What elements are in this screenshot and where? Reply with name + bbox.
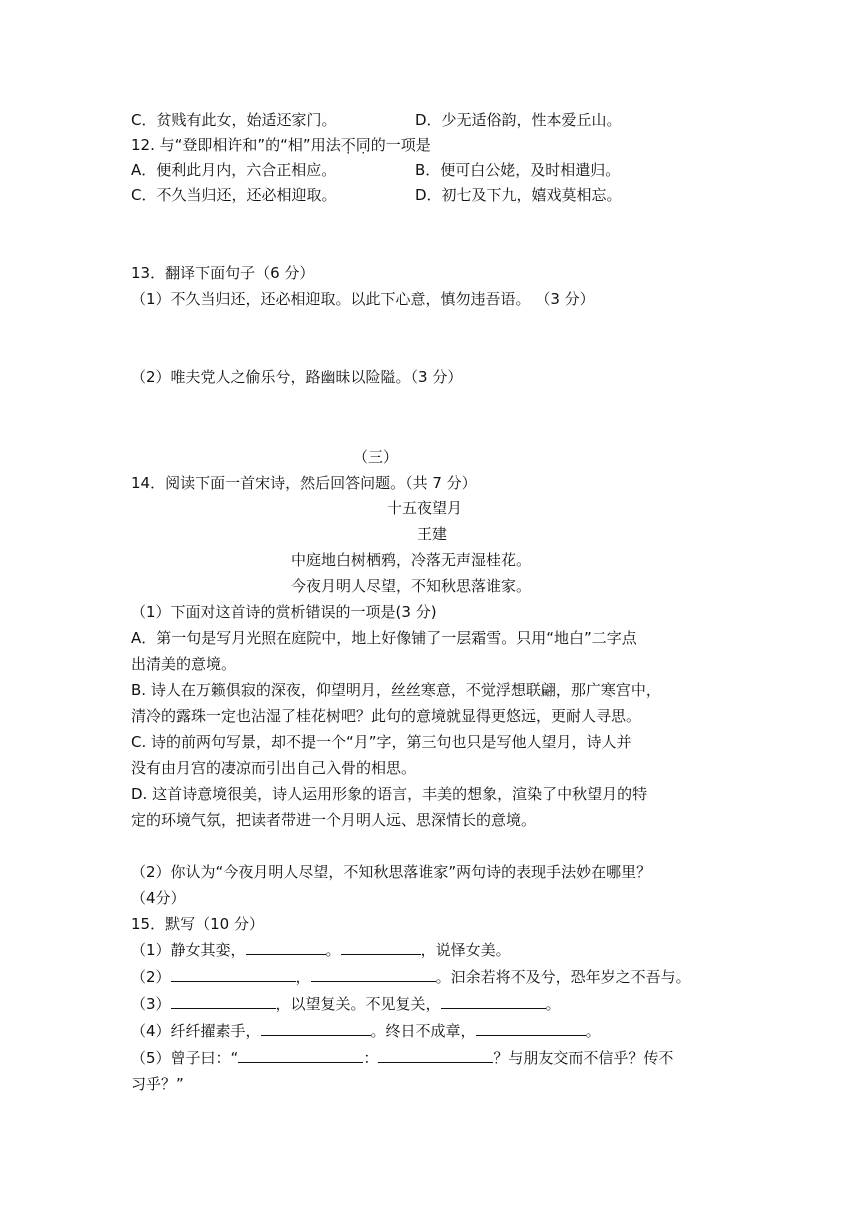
- q15-line-3-text-c: 。: [545, 995, 561, 1013]
- q15-line-5-text-a: （5）曾子曰：“: [131, 1049, 239, 1067]
- q15-line-3-text-b: ，以望复关。不见复关，: [275, 995, 441, 1013]
- q14-option-b-line-1: B. 诗人在万籁俱寂的深夜，仰望明月，丝丝寒意，不觉浮想联翩，那广寒宫中，: [131, 681, 661, 699]
- q15-line-4-text-c: 。: [585, 1022, 601, 1040]
- q15-line-2-text-c: 。汩余若将不及兮，恐年岁之不吾与。: [435, 968, 691, 986]
- q13-sentence-2: （2）唯夫党人之偷乐兮，路幽昧以险隘。（3 分）: [131, 368, 463, 386]
- q13-sentence-1: （1）不久当归还，还必相迎取。以此下心意，慎勿违吾语。 （3 分）: [131, 290, 595, 308]
- poem-author: 王建: [417, 525, 448, 543]
- q15-line-1-text-a: （1）静女其娈，: [131, 941, 246, 959]
- q15-line-4: [131, 1020, 601, 1042]
- q15-line-2-text-a: （2）: [131, 968, 171, 986]
- q14-option-b-line-2: 清冷的露珠一定也沾湿了桂花树吧？此句的意境就显得更悠远，更耐人寻思。: [131, 707, 642, 725]
- q15-line-4-text-a: （4）纤纤擢素手，: [131, 1022, 261, 1040]
- q15-line-2-text-b: ，: [295, 968, 311, 986]
- section-heading-3: （三）: [353, 448, 399, 466]
- q15-line-3: [131, 993, 561, 1015]
- q12-option-d: D．初七及下九，嬉戏莫相忘。: [415, 186, 622, 204]
- answer-blank[interactable]: [261, 1021, 371, 1036]
- answer-blank[interactable]: [311, 967, 436, 982]
- q14-option-d-line-2: 定的环境气氛，把读者带进一个月明人远、思深情长的意境。: [131, 811, 537, 829]
- answer-blank[interactable]: [171, 967, 296, 982]
- q15-line-5: [131, 1047, 673, 1069]
- q12-stem-post: 的一项是: [370, 136, 431, 154]
- q15-line-1-text-b: 。: [325, 941, 341, 959]
- q14-title: 14．阅读下面一首宋诗，然后回答问题。（共 7 分）: [131, 474, 477, 492]
- q12-emphasis-char-2: 同: [355, 136, 371, 154]
- q14-option-a-line-2: 出清美的意境。: [131, 655, 237, 673]
- q11-option-d: D．少无适俗韵，性本爱丘山。: [415, 111, 622, 129]
- q12-emphasis-char-1: 不: [340, 136, 356, 154]
- q15-line-5-continued: 习乎？”: [131, 1075, 184, 1093]
- answer-blank[interactable]: [341, 940, 421, 955]
- q15-line-1: [131, 939, 511, 961]
- q14-option-a-line-1: A．第一句是写月光照在庭院中，地上好像铺了一层霜雪。只用“地白”二字点: [131, 629, 637, 647]
- poem-line-1: 中庭地白树栖鸦，冷落无声湿桂花。: [291, 551, 532, 569]
- q15-line-5-text-b: ：: [363, 1049, 379, 1067]
- q12-stem: [131, 134, 431, 156]
- q14-sub-question-2: （2）你认为“今夜月明人尽望，不知秋思落谁家”两句诗的表现手法妙在哪里？: [131, 863, 652, 881]
- answer-blank[interactable]: [246, 940, 326, 955]
- answer-blank[interactable]: [378, 1048, 493, 1063]
- answer-blank[interactable]: [171, 994, 276, 1009]
- q14-option-d-line-1: D. 这首诗意境很美，诗人运用形象的语言，丰美的想象，渲染了中秋望月的特: [131, 785, 648, 803]
- q15-line-1-text-c: ，说怿女美。: [420, 941, 511, 959]
- q15-line-3-text-a: （3）: [131, 995, 171, 1013]
- q13-title: 13．翻译下面句子（6 分）: [131, 264, 315, 282]
- q15-line-2: [131, 966, 691, 988]
- poem-line-2: 今夜月明人尽望，不知秋思落谁家。: [291, 577, 532, 595]
- answer-blank[interactable]: [476, 1021, 586, 1036]
- q12-option-b: B．便可白公姥，及时相遣归。: [415, 161, 621, 179]
- q15-title: 15．默写（10 分）: [131, 915, 264, 933]
- q15-line-5-text-c: ？与朋友交而不信乎？传不: [493, 1049, 674, 1067]
- q12-option-c: C．不久当归还，还必相迎取。: [131, 186, 337, 204]
- q14-sub-question-1: （1）下面对这首诗的赏析错误的一项是(3 分): [131, 603, 437, 621]
- q14-sub-question-2-score: （4分）: [131, 889, 186, 907]
- q14-option-c-line-1: C. 诗的前两句写景，却不提一个“月”字，第三句也只是写他人望月，诗人并: [131, 733, 632, 751]
- answer-blank[interactable]: [238, 1048, 363, 1063]
- q15-line-4-text-b: 。终日不成章，: [370, 1022, 476, 1040]
- q14-option-c-line-2: 没有由月宫的凄凉而引出自己入骨的相思。: [131, 759, 417, 777]
- poem-title: 十五夜望月: [387, 499, 463, 517]
- q12-option-a: A．便利此月内，六合正相应。: [131, 161, 337, 179]
- answer-blank[interactable]: [441, 994, 546, 1009]
- q11-option-c: C．贫贱有此女，始适还家门。: [131, 111, 337, 129]
- q12-stem-pre: 12. 与“登即相许和”的“相”用法: [131, 136, 341, 154]
